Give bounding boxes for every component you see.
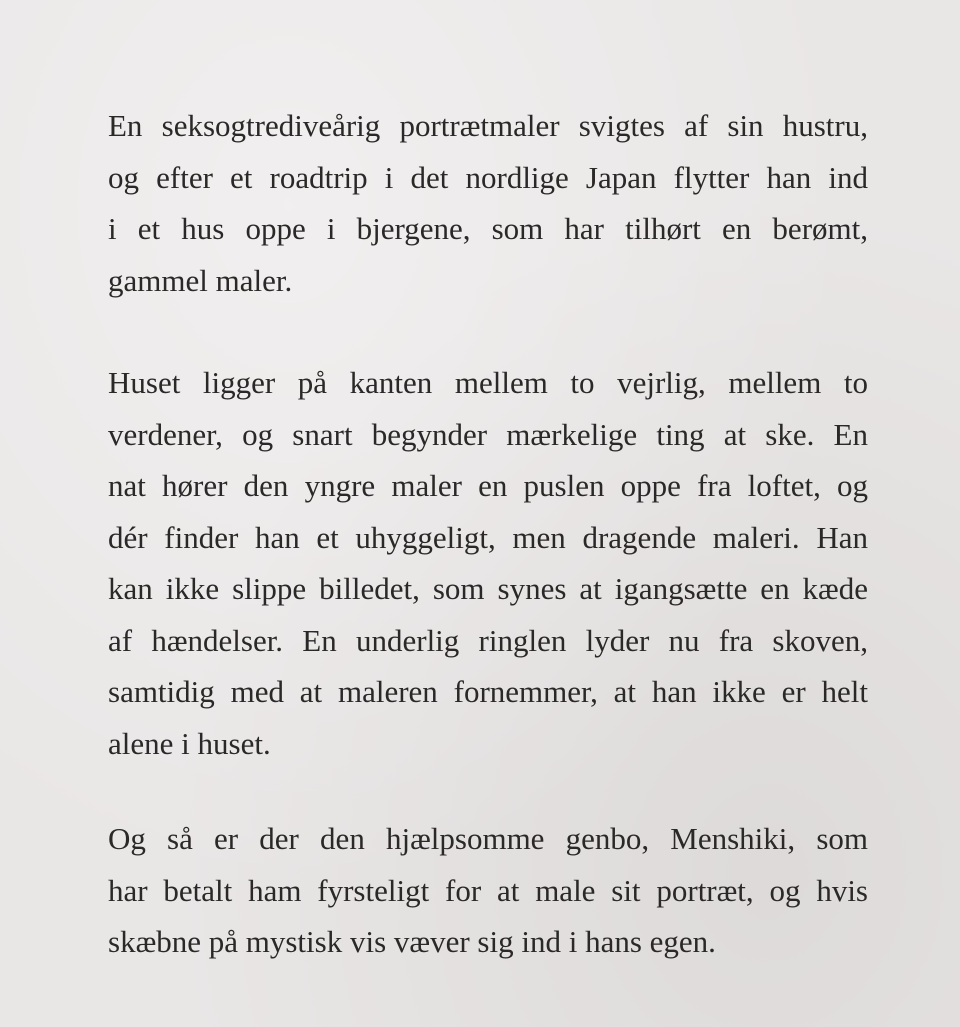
- paragraph-2: [108, 357, 868, 769]
- text-line: af hændelser. En underlig ringlen lyder nu fra skoven,: [108, 622, 868, 658]
- text-line: nat hører den yngre maler en puslen oppe fra loftet, og: [108, 468, 868, 503]
- text-line: kan ikke slippe billedet, som synes at igangsætte en kæde: [108, 571, 868, 606]
- text-line: og efter et roadtrip i det nordlige Japan flytter han ind: [108, 159, 868, 195]
- text-line: Og så er der den hjælpsomme genbo, Menshiki, som: [108, 821, 868, 856]
- text-line: alene i huset.: [108, 725, 271, 761]
- paragraph-3: [108, 813, 868, 968]
- text-line: skæbne på mystisk vis væver sig ind i hans egen.: [108, 924, 716, 959]
- text-line: verdener, og snart begynder mærkelige ting at ske. En: [108, 416, 868, 452]
- paragraph-1: [108, 100, 868, 306]
- text-line: En seksogtrediveårig portrætmaler svigtes af sin hustru,: [108, 108, 868, 143]
- text-line: Huset ligger på kanten mellem to vejrlig, mellem to: [108, 365, 868, 400]
- text-line: gammel maler.: [108, 262, 293, 298]
- text-line: i et hus oppe i bjergene, som har tilhørt en berømt,: [108, 211, 868, 246]
- text-line: samtidig med at maleren fornemmer, at han ikke er helt: [108, 674, 868, 709]
- text-line: har betalt ham fyrsteligt for at male sit portræt, og hvis: [108, 872, 868, 908]
- text-line: dér finder han et uhyggeligt, men dragende maleri. Han: [108, 519, 868, 555]
